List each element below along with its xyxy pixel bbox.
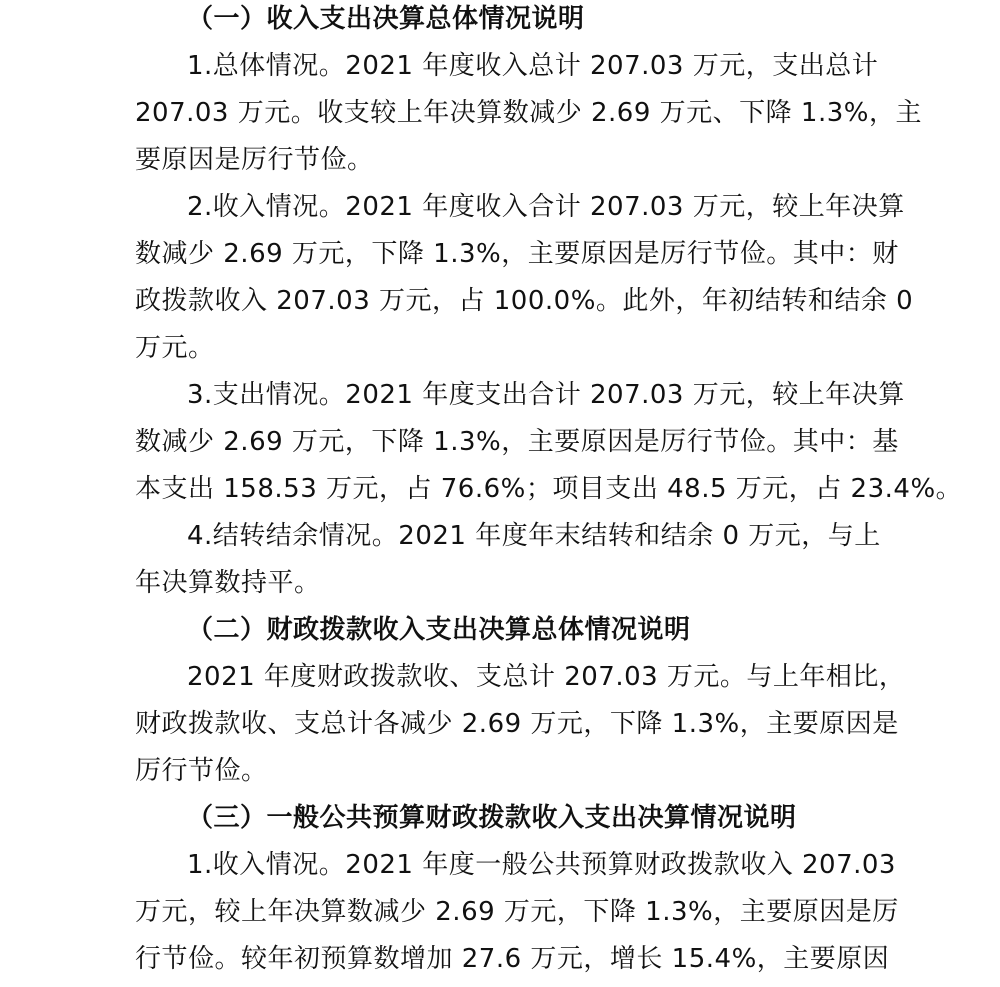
section-heading-1: （一）收入支出决算总体情况说明 bbox=[187, 4, 585, 34]
paragraph-line: 数减少 2.69 万元，下降 1.3%，主要原因是厉行节俭。其中：基 bbox=[135, 427, 899, 457]
paragraph-line: 财政拨款收、支总计各减少 2.69 万元，下降 1.3%，主要原因是 bbox=[135, 709, 899, 739]
paragraph-line: 要原因是厉行节俭。 bbox=[135, 145, 374, 175]
paragraph-line: 2.收入情况。2021 年度收入合计 207.03 万元，较上年决算 bbox=[187, 192, 905, 222]
paragraph-line: 207.03 万元。收支较上年决算数减少 2.69 万元、下降 1.3%，主 bbox=[135, 98, 922, 128]
paragraph-line: 厉行节俭。 bbox=[135, 756, 268, 786]
paragraph-line: 本支出 158.53 万元，占 76.6%；项目支出 48.5 万元，占 23.4%。 bbox=[135, 474, 963, 504]
paragraph-line: 2021 年度财政拨款收、支总计 207.03 万元。与上年相比， bbox=[187, 662, 906, 692]
paragraph-line: 3.支出情况。2021 年度支出合计 207.03 万元，较上年决算 bbox=[187, 380, 905, 410]
section-heading-3: （三）一般公共预算财政拨款收入支出决算情况说明 bbox=[187, 803, 797, 833]
document-page bbox=[135, 0, 963, 987]
paragraph-line: 1.总体情况。2021 年度收入总计 207.03 万元，支出总计 bbox=[187, 51, 879, 81]
paragraph-line: 年决算数持平。 bbox=[135, 568, 321, 598]
paragraph-line: 政拨款收入 207.03 万元，占 100.0%。此外，年初结转和结余 0 bbox=[135, 286, 914, 316]
section-heading-2: （二）财政拨款收入支出决算总体情况说明 bbox=[187, 615, 691, 645]
paragraph-line: 1.收入情况。2021 年度一般公共预算财政拨款收入 207.03 bbox=[187, 850, 896, 880]
paragraph-line: 万元，较上年决算数减少 2.69 万元，下降 1.3%，主要原因是厉 bbox=[135, 897, 899, 927]
paragraph-line: 行节俭。较年初预算数增加 27.6 万元，增长 15.4%，主要原因 bbox=[135, 944, 890, 974]
paragraph-line: 数减少 2.69 万元，下降 1.3%，主要原因是厉行节俭。其中：财 bbox=[135, 239, 899, 269]
paragraph-line: 4.结转结余情况。2021 年度年末结转和结余 0 万元，与上 bbox=[187, 521, 881, 551]
paragraph-line: 万元。 bbox=[135, 333, 215, 363]
